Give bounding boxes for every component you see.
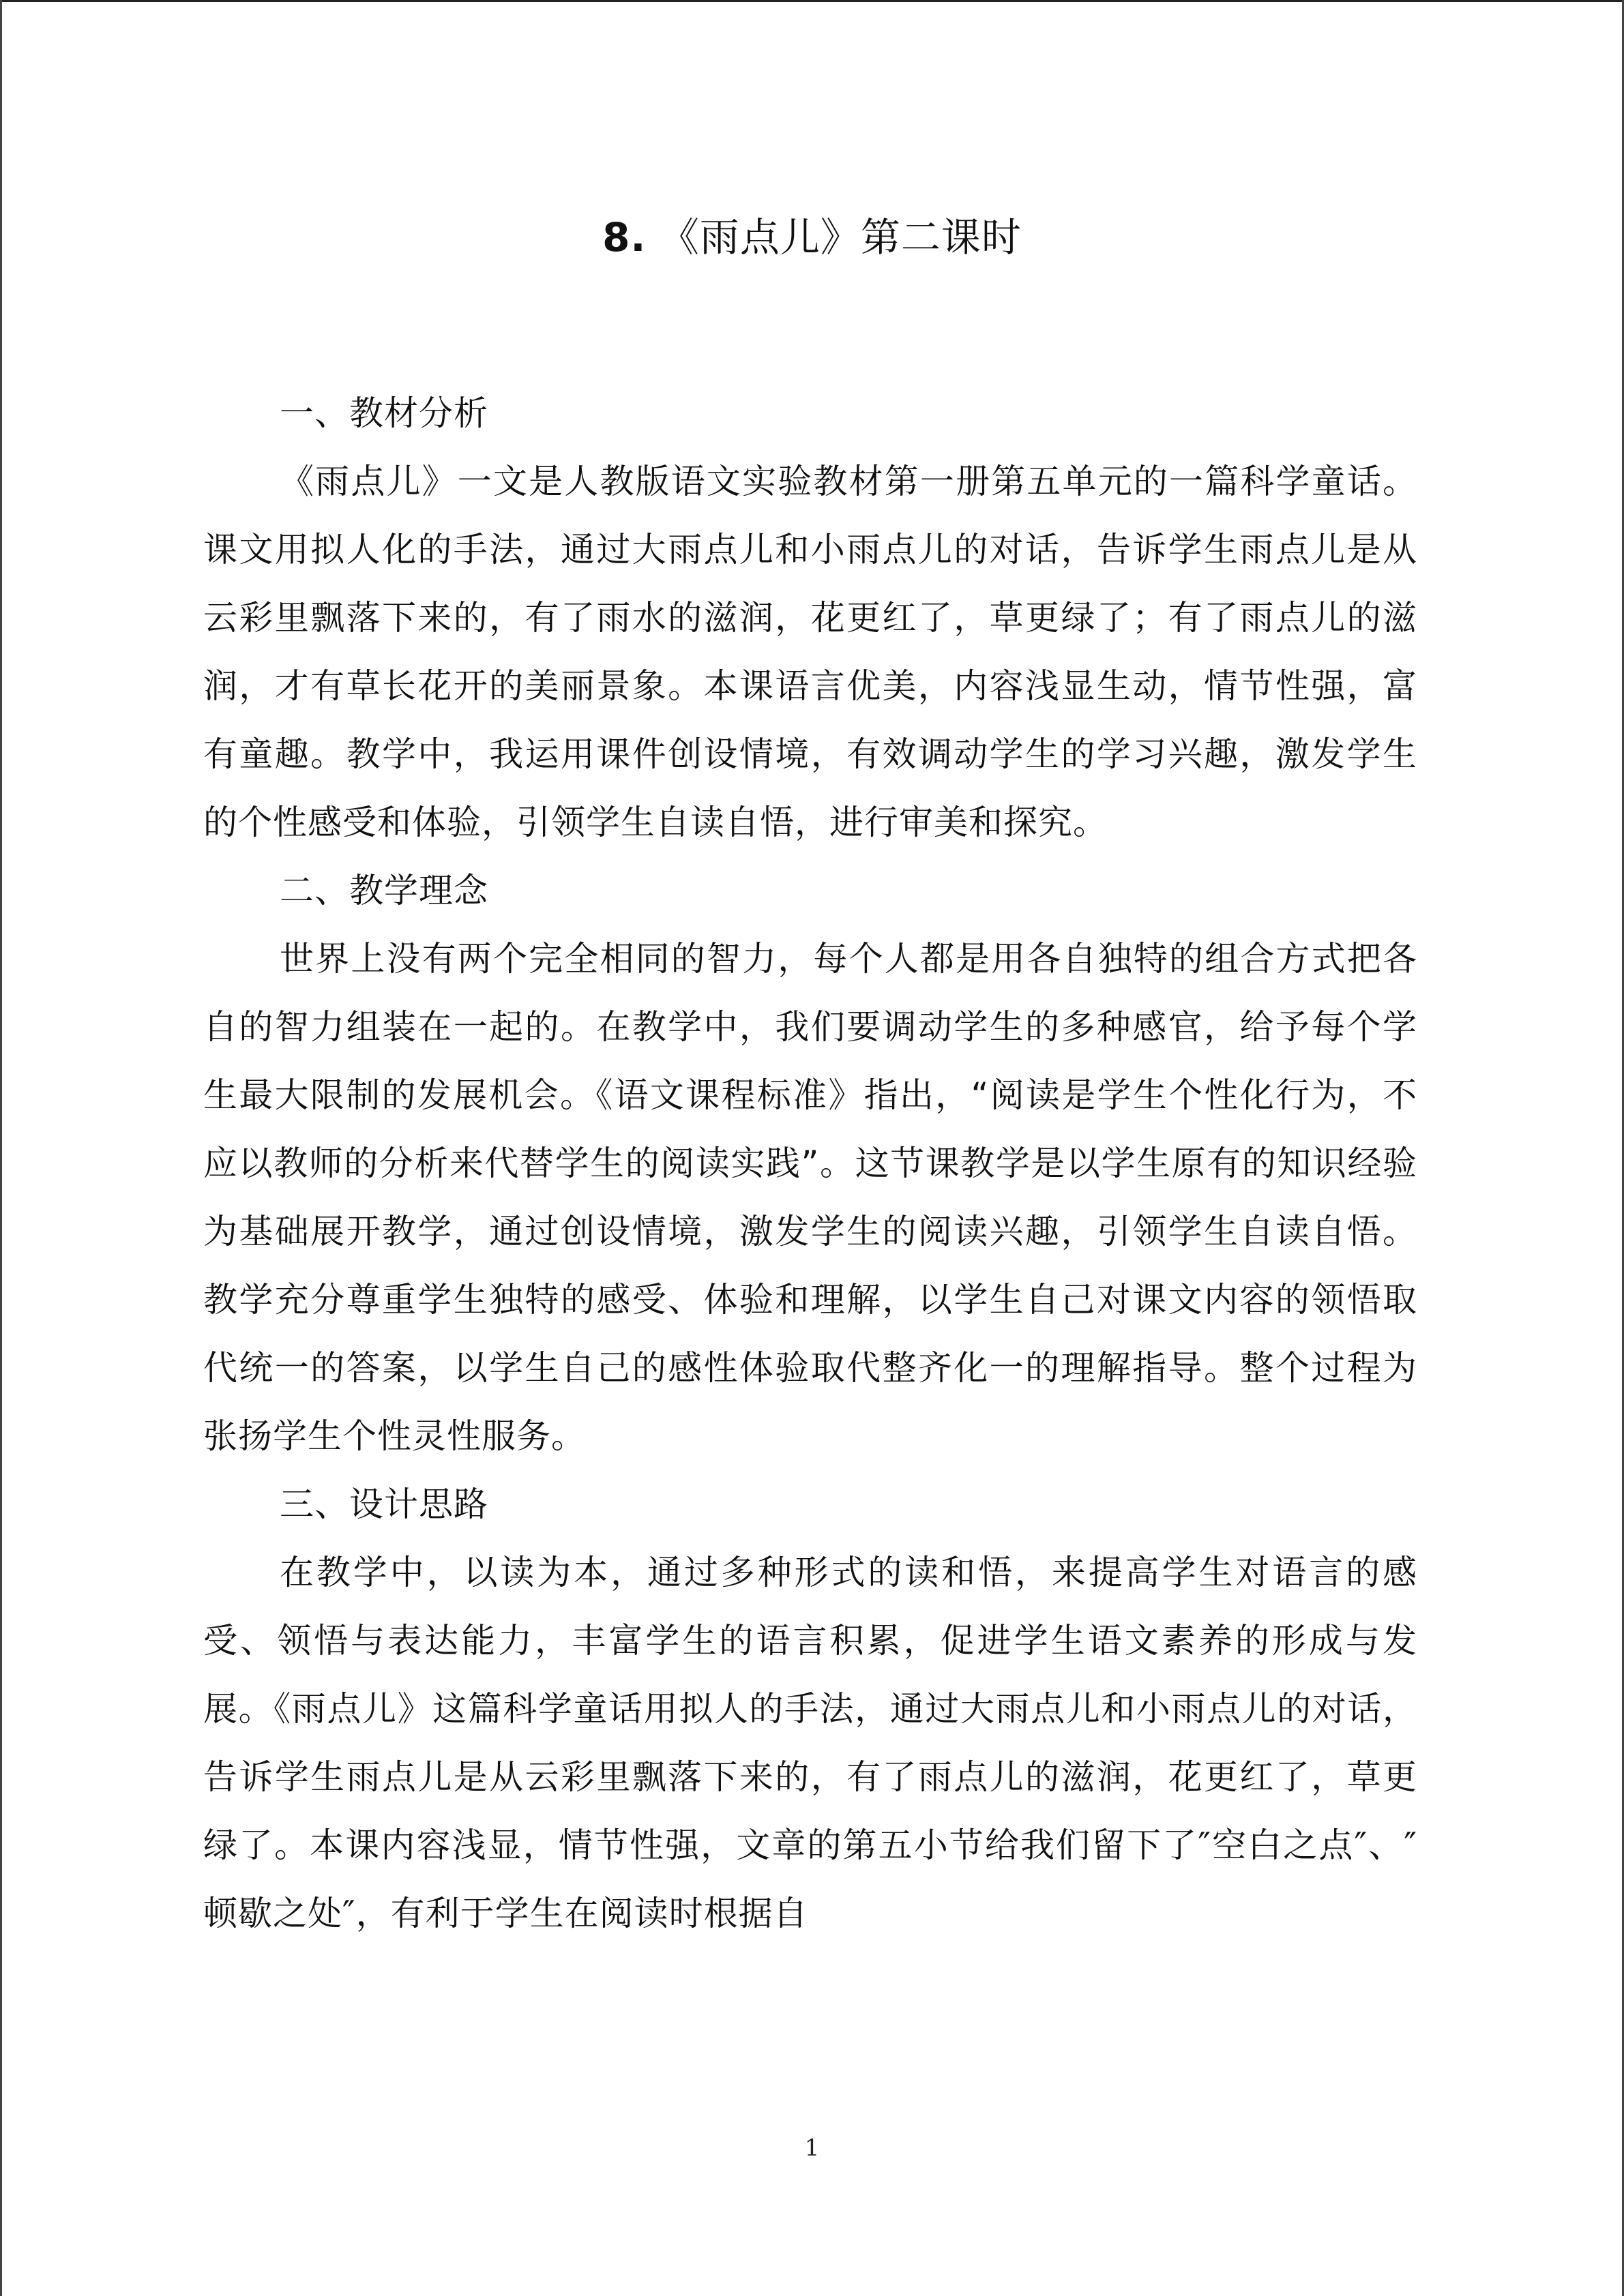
section-heading-3: 三、设计思路 [280, 1485, 488, 1524]
page-top-border [0, 0, 1624, 2]
title-number: 8. [602, 214, 647, 260]
section-paragraph-1: 《雨点儿》一文是人教版语文实验教材第一册第五单元的一篇科学童话。课文用拟人化的手法，通过大雨点儿和小雨点儿的对话，告诉学生雨点儿是从云彩里飘落下来的，有了雨水的滋润，花更红了，草更绿了；有了雨点儿的滋润，才有草长花开的美丽景象。本课语言优美，内容浅显生动，情节性强，富有童趣。教学中，我运用课件创设情境，有效调动学生的学习兴趣，激发学生的个性感受和体验，引领学生自读自悟，进行审美和探究。 [203, 462, 1417, 842]
section-heading-1: 一、教材分析 [280, 393, 488, 433]
section-paragraph-2: 世界上没有两个完全相同的智力，每个人都是用各自独特的组合方式把各自的智力组装在一起的。在教学中，我们要调动学生的多种感官，给予每个学生最大限制的发展机会。《语文课程标准》指出，“阅读是学生个性化行为，不应以教师的分析来代替学生的阅读实践”。这节课教学是以学生原有的知识经验为基础展开教学，通过创设情境，激发学生的阅读兴趣，引领学生自读自悟。教学充分尊重学生独特的感受、体验和理解，以学生自己对课文内容的领悟取代统一的答案，以学生自己的感性体验取代整齐化一的理解指导。整个过程为张扬学生个性灵性服务。 [203, 939, 1417, 1456]
page-number: 1 [804, 2134, 820, 2162]
title-text: 《雨点儿》第二课时 [659, 214, 1022, 260]
page-left-border [0, 0, 2, 2296]
section-heading-2: 二、教学理念 [280, 871, 488, 910]
document-body [203, 379, 1417, 1948]
section-paragraph-3: 在教学中，以读为本，通过多种形式的读和悟，来提高学生对语言的感受、领悟与表达能力，丰富学生的语言积累，促进学生语文素养的形成与发展。《雨点儿》这篇科学童话用拟人的手法，通过大雨点儿和小雨点儿的对话，告诉学生雨点儿是从云彩里飘落下来的，有了雨点儿的滋润，花更红了，草更绿了。本课内容浅显，情节性强，文章的第五小节给我们留下了″空白之点″、″顿歇之处″，有利于学生在阅读时根据自 [203, 1553, 1417, 1933]
document-title [0, 210, 1624, 265]
